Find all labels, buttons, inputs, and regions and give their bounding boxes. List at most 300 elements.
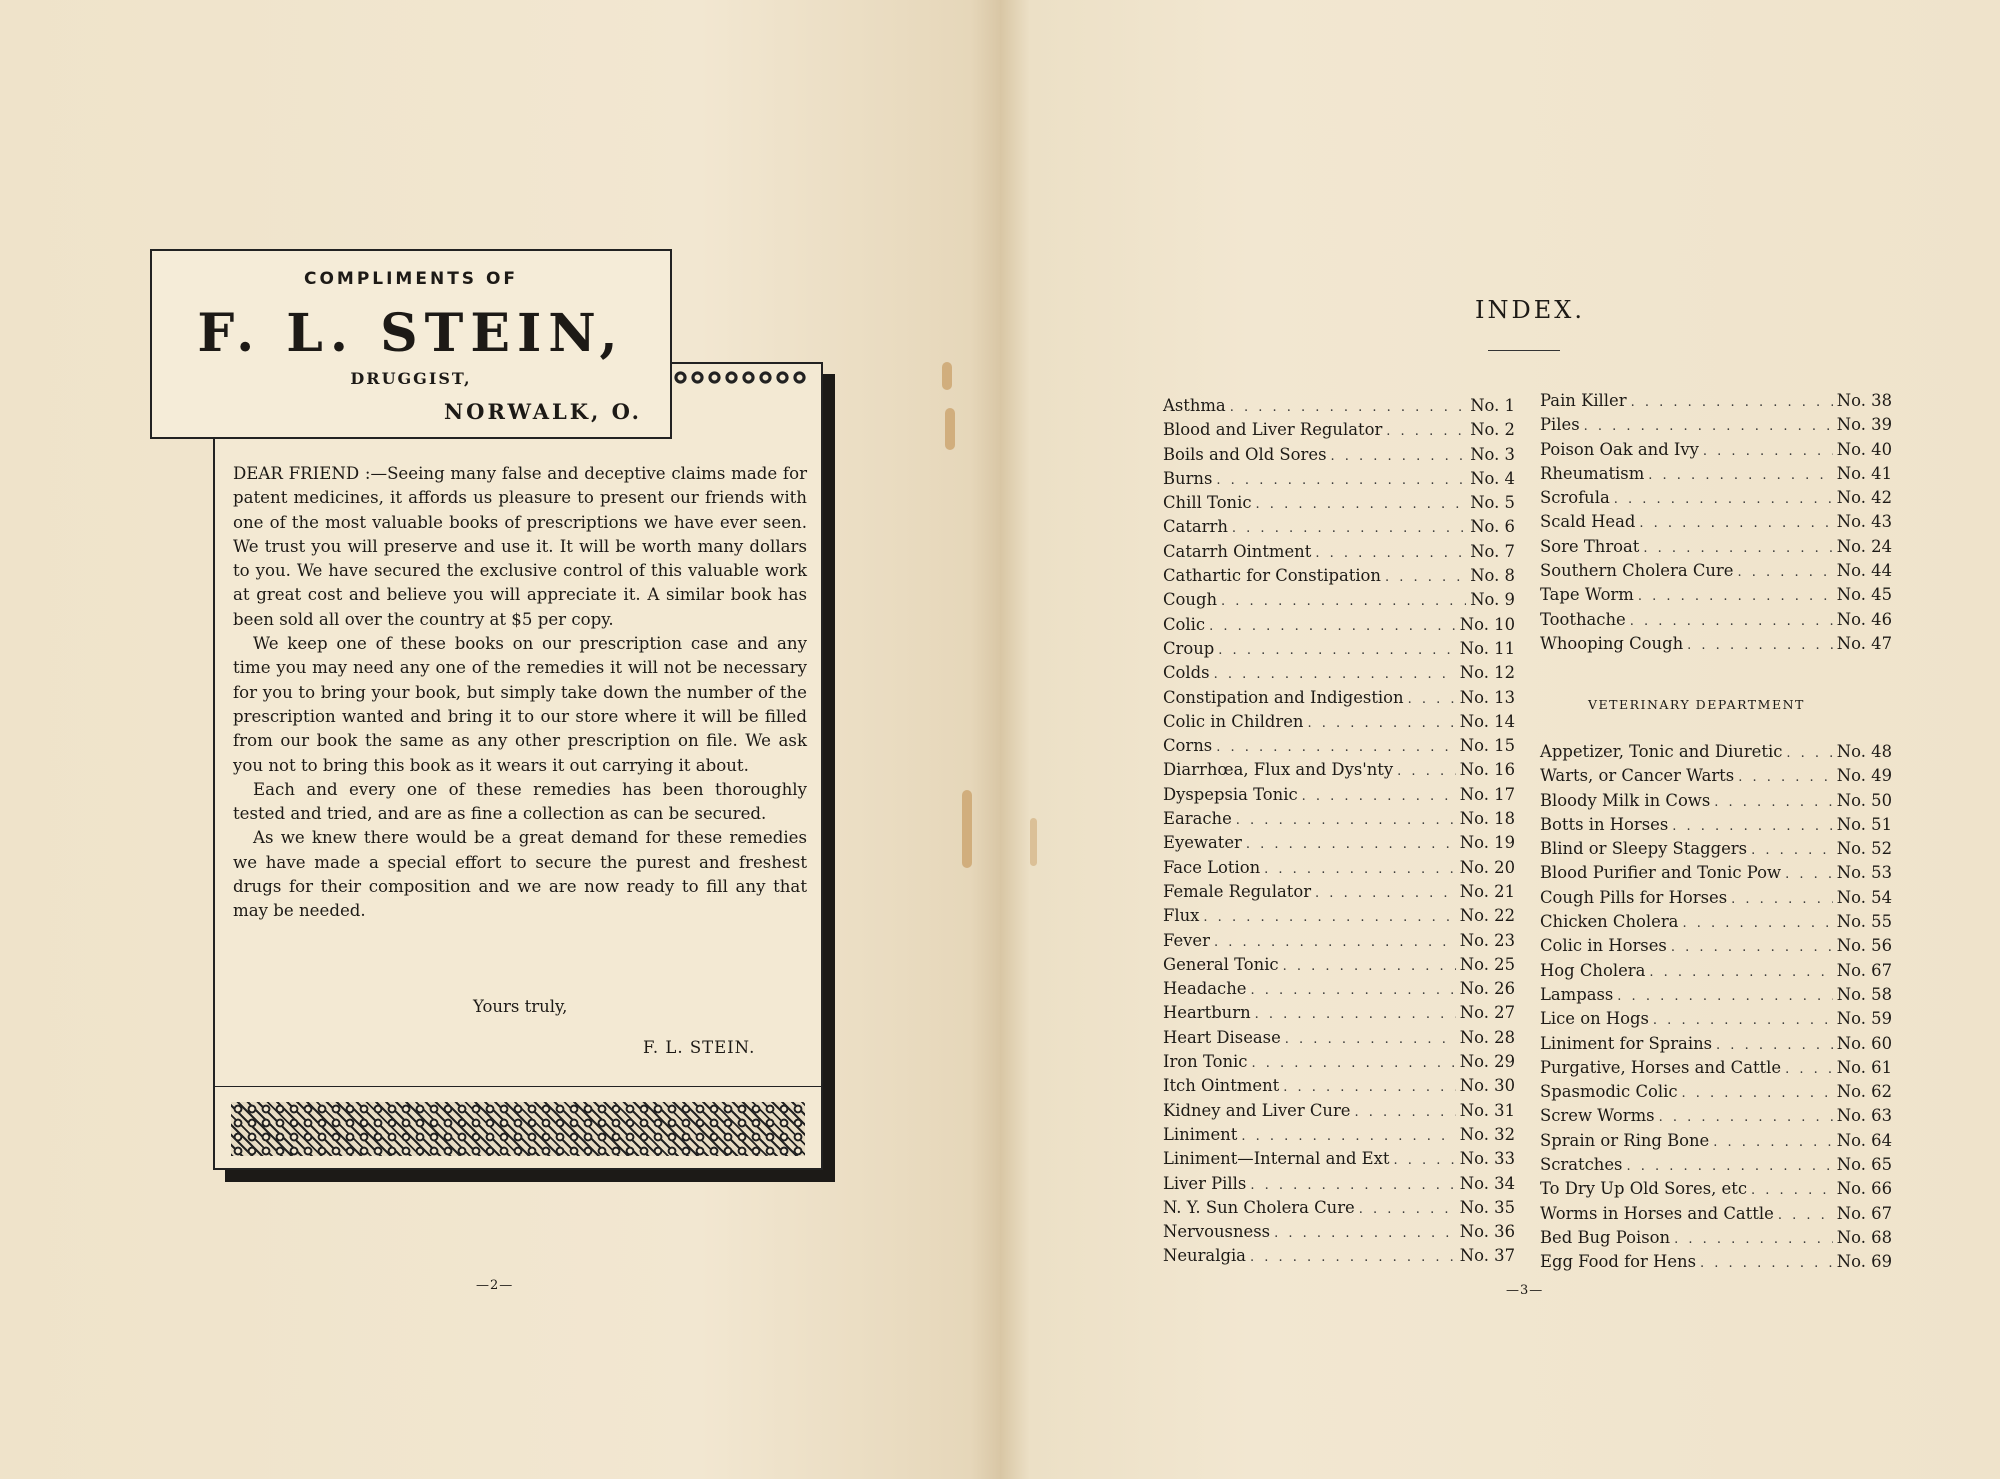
- dot-leader: [1682, 1086, 1833, 1101]
- index-entry: [1540, 464, 1892, 488]
- entry-name: Bed Bug Poison: [1540, 1227, 1671, 1247]
- dot-leader: [1700, 1256, 1833, 1271]
- index-entry: [1163, 566, 1515, 590]
- entry-number: No. 4: [1470, 468, 1515, 488]
- entry-number: No. 41: [1836, 463, 1892, 483]
- index-entry: [1540, 839, 1892, 863]
- dot-leader: [1302, 789, 1456, 804]
- index-entry: [1540, 912, 1892, 936]
- index-entry: [1540, 391, 1892, 415]
- dot-leader: [1355, 1105, 1456, 1120]
- entry-name: Colic in Horses: [1540, 936, 1667, 956]
- index-entry: [1540, 610, 1892, 634]
- index-entry: [1540, 1082, 1892, 1106]
- dot-leader: [1778, 1208, 1833, 1223]
- entry-name: Croup: [1163, 638, 1215, 658]
- letter-signature: F. L. STEIN.: [643, 1038, 756, 1057]
- dot-leader: [1264, 862, 1456, 877]
- dot-leader: [1307, 716, 1455, 731]
- entry-name: Cathartic for Constipation: [1163, 566, 1381, 586]
- index-entry: [1540, 961, 1892, 985]
- dot-leader: [1751, 1183, 1833, 1198]
- dot-leader: [1315, 886, 1456, 901]
- entry-number: No. 6: [1470, 517, 1515, 537]
- entry-number: No. 55: [1836, 912, 1892, 932]
- index-entry: [1163, 517, 1515, 541]
- entry-number: No. 68: [1836, 1227, 1892, 1247]
- entry-name: Rheumatism: [1540, 463, 1645, 483]
- dot-leader: [1216, 740, 1456, 755]
- dot-leader: [1639, 516, 1832, 531]
- entry-number: No. 23: [1459, 930, 1515, 950]
- dot-leader: [1643, 541, 1832, 556]
- index-entry: [1163, 833, 1515, 857]
- dot-leader: [1584, 419, 1833, 434]
- entry-name: Eyewater: [1163, 833, 1242, 853]
- dot-leader: [1283, 1080, 1456, 1095]
- dot-leader: [1785, 867, 1833, 882]
- entry-name: Flux: [1163, 906, 1200, 926]
- dot-leader: [1672, 819, 1833, 834]
- dot-leader: [1408, 692, 1456, 707]
- entry-name: Colds: [1163, 663, 1210, 683]
- dot-leader: [1630, 614, 1833, 629]
- index-entry: [1540, 1106, 1892, 1130]
- entry-number: No. 66: [1836, 1179, 1892, 1199]
- entry-number: No. 63: [1836, 1106, 1892, 1126]
- dot-leader: [1251, 1056, 1455, 1071]
- index-entry: [1163, 1174, 1515, 1198]
- dot-leader: [1230, 400, 1467, 415]
- index-entry: [1163, 420, 1515, 444]
- dot-leader: [1682, 916, 1832, 931]
- entry-name: Cough Pills for Horses: [1540, 887, 1728, 907]
- entry-number: No. 38: [1836, 391, 1892, 410]
- entry-number: No. 29: [1459, 1052, 1515, 1072]
- entry-number: No. 50: [1836, 790, 1892, 810]
- entry-number: No. 8: [1470, 566, 1515, 586]
- title-rule: [1488, 350, 1560, 351]
- entry-name: Liniment—Internal and Ext: [1163, 1149, 1390, 1169]
- entry-name: Scald Head: [1540, 512, 1636, 532]
- veterinary-column: [1540, 742, 1892, 1277]
- entry-number: No. 54: [1836, 887, 1892, 907]
- entry-name: Whooping Cough: [1540, 633, 1684, 653]
- index-entry: [1163, 931, 1515, 955]
- entry-name: General Tonic: [1163, 954, 1279, 974]
- entry-name: Liver Pills: [1163, 1173, 1247, 1193]
- dot-leader: [1386, 424, 1466, 439]
- entry-name: Female Regulator: [1163, 881, 1312, 901]
- dot-leader: [1638, 589, 1833, 604]
- index-entry: [1540, 1155, 1892, 1179]
- dot-leader: [1786, 746, 1832, 761]
- entry-number: No. 12: [1459, 663, 1515, 683]
- dot-leader: [1617, 989, 1833, 1004]
- entry-number: No. 61: [1836, 1057, 1892, 1077]
- index-entry: [1540, 742, 1892, 766]
- dot-leader: [1614, 492, 1833, 507]
- entry-number: No. 26: [1459, 979, 1515, 999]
- entry-number: No. 39: [1836, 415, 1892, 435]
- entry-name: Hog Cholera: [1540, 960, 1646, 980]
- index-entry: [1540, 1058, 1892, 1082]
- entry-name: Blood and Liver Regulator: [1163, 420, 1383, 440]
- divider: [215, 1086, 821, 1087]
- dot-leader: [1255, 1007, 1456, 1022]
- decorative-border-icon: [231, 1102, 805, 1156]
- entry-number: No. 35: [1459, 1197, 1515, 1217]
- dot-leader: [1737, 565, 1832, 580]
- index-entry: [1540, 1228, 1892, 1252]
- index-entry: [1540, 888, 1892, 912]
- index-entry: [1163, 445, 1515, 469]
- index-entry: [1163, 1198, 1515, 1222]
- entry-number: No. 46: [1836, 609, 1892, 629]
- dot-leader: [1274, 1226, 1456, 1241]
- index-entry: [1540, 815, 1892, 839]
- entry-number: No. 37: [1459, 1246, 1515, 1266]
- letter-closing: Yours truly,: [473, 997, 568, 1016]
- dot-leader: [1315, 546, 1466, 561]
- dot-leader: [1397, 764, 1456, 779]
- index-entry: [1163, 688, 1515, 712]
- dot-leader: [1250, 983, 1455, 998]
- dot-leader: [1648, 468, 1833, 483]
- entry-number: No. 58: [1836, 984, 1892, 1004]
- entry-number: No. 10: [1459, 614, 1515, 634]
- entry-number: No. 2: [1470, 420, 1515, 440]
- entry-number: No. 14: [1459, 711, 1515, 731]
- dot-leader: [1703, 444, 1833, 459]
- dot-leader: [1716, 1038, 1833, 1053]
- index-entry: [1163, 663, 1515, 687]
- index-entry: [1163, 1003, 1515, 1027]
- entry-name: Dyspepsia Tonic: [1163, 784, 1298, 804]
- entry-name: Spasmodic Colic: [1540, 1082, 1678, 1102]
- entry-name: Poison Oak and Ivy: [1540, 439, 1699, 459]
- index-entry: [1540, 1179, 1892, 1203]
- entry-number: No. 9: [1470, 590, 1515, 610]
- entry-name: Scratches: [1540, 1155, 1623, 1175]
- stain-mark: [1030, 818, 1037, 866]
- entry-number: No. 34: [1459, 1173, 1515, 1193]
- page-number: —3—: [1506, 1283, 1544, 1298]
- dot-leader: [1241, 1129, 1455, 1144]
- druggist-title: DRUGGIST,: [350, 369, 472, 388]
- entry-number: No. 51: [1836, 814, 1892, 834]
- index-column-left: [1163, 396, 1515, 1271]
- entry-number: No. 32: [1459, 1124, 1515, 1144]
- index-entry: [1540, 1252, 1892, 1276]
- index-entry: [1163, 1028, 1515, 1052]
- entry-number: No. 48: [1836, 742, 1892, 761]
- entry-name: Chill Tonic: [1163, 493, 1252, 513]
- dot-leader: [1232, 521, 1466, 536]
- entry-number: No. 30: [1459, 1076, 1515, 1096]
- stain-mark: [942, 362, 952, 390]
- compliments-card: [150, 249, 672, 439]
- dot-leader: [1330, 449, 1466, 464]
- dot-leader: [1214, 667, 1456, 682]
- dot-leader: [1250, 1250, 1456, 1265]
- entry-name: Liniment: [1163, 1124, 1238, 1144]
- index-entry: [1163, 1149, 1515, 1173]
- entry-name: Liniment for Sprains: [1540, 1033, 1713, 1053]
- dot-leader: [1785, 1062, 1833, 1077]
- dot-leader: [1714, 795, 1833, 810]
- index-entry: [1163, 858, 1515, 882]
- entry-name: Asthma: [1163, 396, 1226, 415]
- entry-name: Catarrh Ointment: [1163, 541, 1312, 561]
- dot-leader: [1713, 1135, 1833, 1150]
- entry-number: No. 62: [1836, 1082, 1892, 1102]
- index-entry: [1540, 791, 1892, 815]
- entry-number: No. 33: [1459, 1149, 1515, 1169]
- entry-name: Sore Throat: [1540, 536, 1640, 556]
- dot-leader: [1214, 935, 1456, 950]
- entry-number: No. 22: [1459, 906, 1515, 926]
- index-entry: [1540, 1034, 1892, 1058]
- dot-leader: [1626, 1159, 1832, 1174]
- entry-number: No. 19: [1459, 833, 1515, 853]
- index-entry: [1163, 1101, 1515, 1125]
- entry-number: No. 11: [1459, 638, 1515, 658]
- letter-paragraph: DEAR FRIEND :—Seeing many false and deceptive claims made for patent medicines, it affords us pleasure to present our friends with one of the most valuable books of prescriptions we have ever seen. We trust you will preserve and use it. It will be worth many dollars to you. We have secured the exclusive control of this valuable work at great cost and believe you will appreciate it. A similar book has been sold all over the country at $5 per copy.: [233, 464, 807, 629]
- index-entry: [1540, 634, 1892, 658]
- entry-number: No. 59: [1836, 1009, 1892, 1029]
- index-entry: [1540, 415, 1892, 439]
- entry-name: Heartburn: [1163, 1003, 1251, 1023]
- entry-number: No. 15: [1459, 736, 1515, 756]
- index-entry: [1163, 639, 1515, 663]
- entry-name: Blood Purifier and Tonic Pow: [1540, 863, 1782, 883]
- index-entry: [1163, 1076, 1515, 1100]
- index-entry: [1163, 712, 1515, 736]
- entry-number: No. 60: [1836, 1033, 1892, 1053]
- entry-name: Blind or Sleepy Staggers: [1540, 839, 1748, 859]
- index-column-right: [1540, 391, 1892, 658]
- entry-name: Lampass: [1540, 984, 1614, 1004]
- index-entry: [1163, 396, 1515, 420]
- index-entry: [1163, 760, 1515, 784]
- index-entry: [1540, 1204, 1892, 1228]
- dot-leader: [1738, 770, 1833, 785]
- entry-name: Botts in Horses: [1540, 814, 1669, 834]
- entry-name: Nervousness: [1163, 1222, 1271, 1242]
- index-entry: [1163, 785, 1515, 809]
- index-entry: [1163, 493, 1515, 517]
- entry-name: Diarrhœa, Flux and Dys'nty: [1163, 760, 1394, 780]
- entry-name: Neuralgia: [1163, 1246, 1246, 1266]
- index-entry: [1540, 863, 1892, 887]
- entry-name: Bloody Milk in Cows: [1540, 790, 1711, 810]
- dot-leader: [1209, 619, 1456, 634]
- page-number: —2—: [476, 1278, 514, 1293]
- dot-leader: [1203, 910, 1455, 925]
- index-entry: [1540, 985, 1892, 1009]
- entry-name: Corns: [1163, 736, 1213, 756]
- dot-leader: [1385, 570, 1466, 585]
- compliments-label: COMPLIMENTS OF: [303, 269, 519, 289]
- entry-number: No. 40: [1836, 439, 1892, 459]
- entry-name: Scrofula: [1540, 488, 1610, 508]
- entry-name: Piles: [1540, 415, 1580, 435]
- entry-number: No. 20: [1459, 857, 1515, 877]
- entry-name: Purgative, Horses and Cattle: [1540, 1057, 1782, 1077]
- letter-body: [233, 462, 807, 924]
- entry-number: No. 1: [1470, 396, 1515, 415]
- dot-leader: [1649, 965, 1832, 980]
- index-entry: [1163, 979, 1515, 1003]
- entry-number: No. 7: [1470, 541, 1515, 561]
- entry-number: No. 69: [1836, 1252, 1892, 1272]
- dot-leader: [1653, 1013, 1833, 1028]
- entry-name: Colic in Children: [1163, 711, 1304, 731]
- entry-name: Burns: [1163, 468, 1213, 488]
- letter-paragraph: Each and every one of these remedies has been thoroughly tested and tried, and are as fine a collection as can be secured.: [233, 779, 807, 824]
- entry-number: No. 56: [1836, 936, 1892, 956]
- index-entry: [1163, 1052, 1515, 1076]
- entry-number: No. 27: [1459, 1003, 1515, 1023]
- entry-name: To Dry Up Old Sores, etc: [1540, 1179, 1748, 1199]
- dot-leader: [1731, 892, 1833, 907]
- entry-name: Cough: [1163, 590, 1218, 610]
- entry-number: No. 67: [1836, 960, 1892, 980]
- dot-leader: [1221, 594, 1466, 609]
- index-entry: [1540, 936, 1892, 960]
- entry-name: Egg Food for Hens: [1540, 1252, 1697, 1272]
- entry-name: Face Lotion: [1163, 857, 1261, 877]
- letter-paragraph: We keep one of these books on our prescription case and any time you may need any one of the remedies it will not be necessary for you to bring your book, but simply take down the number of the prescription wanted and bring it to our store where it will be filled from our book the same as any other prescription on file. We ask you not to bring this book as it wears it out carrying it about.: [233, 634, 807, 775]
- entry-number: No. 64: [1836, 1130, 1892, 1150]
- dot-leader: [1659, 1110, 1833, 1125]
- index-entry: [1163, 736, 1515, 760]
- entry-name: Headache: [1163, 979, 1247, 999]
- dot-leader: [1216, 473, 1466, 488]
- entry-number: No. 36: [1459, 1222, 1515, 1242]
- index-entry: [1163, 1246, 1515, 1270]
- entry-name: Sprain or Ring Bone: [1540, 1130, 1710, 1150]
- index-entry: [1163, 590, 1515, 614]
- index-entry: [1540, 766, 1892, 790]
- druggist-name: F. L. STEIN,: [197, 303, 625, 364]
- entry-number: No. 17: [1459, 784, 1515, 804]
- entry-name: Appetizer, Tonic and Diuretic: [1540, 742, 1783, 761]
- index-entry: [1540, 512, 1892, 536]
- entry-name: Heart Disease: [1163, 1027, 1281, 1047]
- flower-ornament-icon: [672, 366, 822, 390]
- entry-number: No. 21: [1459, 881, 1515, 901]
- index-entry: [1163, 882, 1515, 906]
- veterinary-heading: VETERINARY DEPARTMENT: [1588, 697, 1805, 712]
- entry-number: No. 42: [1836, 488, 1892, 508]
- entry-name: Pain Killer: [1540, 391, 1627, 410]
- dot-leader: [1671, 940, 1833, 955]
- index-entry: [1163, 1125, 1515, 1149]
- entry-name: Colic: [1163, 614, 1206, 634]
- index-entry: [1163, 809, 1515, 833]
- entry-name: Tape Worm: [1540, 585, 1634, 605]
- index-entry: [1163, 615, 1515, 639]
- index-entry: [1540, 561, 1892, 585]
- entry-number: No. 44: [1836, 561, 1892, 581]
- dot-leader: [1674, 1232, 1833, 1247]
- entry-number: No. 25: [1459, 954, 1515, 974]
- entry-number: No. 5: [1470, 493, 1515, 513]
- letter-card: [213, 362, 823, 1170]
- entry-name: Kidney and Liver Cure: [1163, 1100, 1351, 1120]
- dot-leader: [1631, 395, 1833, 410]
- entry-name: Toothache: [1540, 609, 1626, 629]
- dot-leader: [1250, 1178, 1455, 1193]
- entry-name: Itch Ointment: [1163, 1076, 1280, 1096]
- entry-name: Iron Tonic: [1163, 1052, 1248, 1072]
- index-entry: [1163, 469, 1515, 493]
- dot-leader: [1218, 643, 1456, 658]
- entry-name: Earache: [1163, 809, 1232, 829]
- index-title: INDEX.: [1475, 296, 1585, 324]
- entry-number: No. 47: [1836, 633, 1892, 653]
- entry-name: N. Y. Sun Cholera Cure: [1163, 1197, 1355, 1217]
- dot-leader: [1285, 1032, 1456, 1047]
- entry-number: No. 13: [1459, 687, 1515, 707]
- entry-number: No. 53: [1836, 863, 1892, 883]
- dot-leader: [1687, 638, 1833, 653]
- index-entry: [1163, 906, 1515, 930]
- entry-name: Southern Cholera Cure: [1540, 561, 1734, 581]
- entry-name: Worms in Horses and Cattle: [1540, 1203, 1774, 1223]
- index-entry: [1540, 585, 1892, 609]
- entry-name: Constipation and Indigestion: [1163, 687, 1404, 707]
- entry-number: No. 52: [1836, 839, 1892, 859]
- entry-name: Chicken Cholera: [1540, 912, 1679, 932]
- entry-number: No. 67: [1836, 1203, 1892, 1223]
- entry-number: No. 31: [1459, 1100, 1515, 1120]
- letter-paragraph: As we knew there would be a great demand for these remedies we have made a special effort to secure the purest and freshest drugs for their composition and we are now ready to fill any that may be needed.: [233, 828, 807, 921]
- stain-mark: [962, 790, 972, 868]
- entry-number: No. 28: [1459, 1027, 1515, 1047]
- dot-leader: [1283, 959, 1456, 974]
- index-entry: [1540, 488, 1892, 512]
- entry-name: Fever: [1163, 930, 1210, 950]
- entry-number: No. 43: [1836, 512, 1892, 532]
- entry-number: No. 3: [1470, 444, 1515, 464]
- entry-name: Catarrh: [1163, 517, 1228, 537]
- index-entry: [1163, 1222, 1515, 1246]
- index-entry: [1163, 542, 1515, 566]
- dot-leader: [1359, 1202, 1456, 1217]
- town-name: NORWALK, O.: [443, 399, 642, 424]
- dot-leader: [1256, 497, 1467, 512]
- entry-name: Boils and Old Sores: [1163, 444, 1327, 464]
- entry-number: No. 18: [1459, 809, 1515, 829]
- stain-mark: [945, 408, 955, 450]
- index-entry: [1163, 955, 1515, 979]
- dot-leader: [1236, 813, 1456, 828]
- dot-leader: [1246, 837, 1456, 852]
- entry-number: No. 24: [1836, 536, 1892, 556]
- index-entry: [1540, 537, 1892, 561]
- entry-name: Warts, or Cancer Warts: [1540, 766, 1735, 786]
- dot-leader: [1751, 843, 1833, 858]
- entry-number: No. 49: [1836, 766, 1892, 786]
- index-entry: [1540, 1009, 1892, 1033]
- entry-name: Screw Worms: [1540, 1106, 1655, 1126]
- index-entry: [1540, 440, 1892, 464]
- dot-leader: [1393, 1153, 1455, 1168]
- entry-number: No. 65: [1836, 1155, 1892, 1175]
